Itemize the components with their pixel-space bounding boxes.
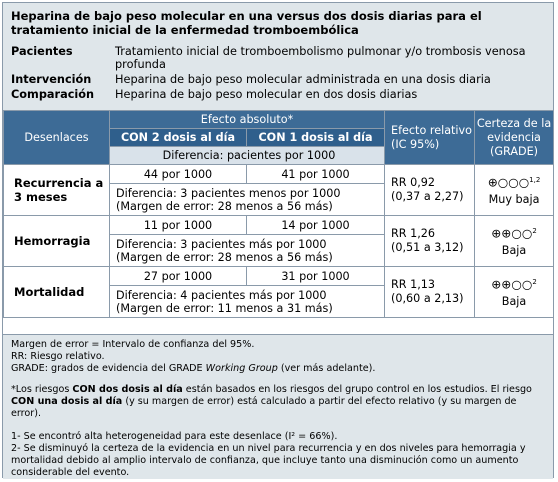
risk-two-doses: 27 por 1000	[110, 267, 247, 286]
table-row	[4, 267, 554, 286]
card-header	[3, 3, 553, 110]
certainty-cell	[475, 165, 554, 216]
table-row	[4, 216, 554, 235]
grade-label: Baja	[501, 294, 527, 308]
relative-effect	[385, 267, 475, 318]
grade-label: Baja	[501, 243, 527, 257]
outcome-name: Mortalidad	[4, 267, 110, 318]
pico-label-intervention: Intervención	[11, 73, 92, 86]
difference-text: Diferencia: 3 pacientes más por 1000	[116, 237, 327, 251]
confidence-interval: (0,51 a 3,12)	[391, 241, 464, 254]
relative-effect	[385, 165, 475, 216]
grade-symbols: ⊕⊕○○	[491, 277, 533, 292]
pico-label-patients: Pacientes	[11, 45, 73, 58]
footnotes-panel	[3, 334, 553, 479]
footnote-2: 2- Se disminuyó la certeza de la evidencia en un nivel para recurrencia y en dos niveles para hemorragia y mortalidad debido al amplio intervalo de confianza, que incluye tanto una disminución como un aumento considerable del evento.	[11, 443, 526, 479]
risk-one-dose: 41 por 1000	[247, 165, 385, 184]
note-rr: RR: Riesgo relativo.	[11, 351, 105, 362]
col-header-certainty: Certeza de la evidencia (GRADE)	[475, 111, 554, 165]
difference-cell	[110, 235, 385, 267]
col-header-outcomes: Desenlaces	[4, 111, 110, 165]
grade-footnote-ref: 1,2	[529, 176, 541, 185]
grade-symbols: ⊕○○○	[487, 175, 530, 190]
col-header-relative: Efecto relativo (IC 95%)	[385, 111, 475, 165]
note-grade: GRADE: grados de evidencia del GRADE Working Group (ver más adelante).	[11, 363, 376, 374]
risk-one-dose: 31 por 1000	[247, 267, 385, 286]
risk-two-doses: 11 por 1000	[110, 216, 247, 235]
grade-footnote-ref: 2	[532, 227, 537, 236]
difference-text: Diferencia: 3 pacientes menos por 1000	[116, 186, 341, 200]
grade-footnote-ref: 2	[532, 278, 537, 287]
summary-table	[3, 110, 554, 318]
risk-one-dose: 14 por 1000	[247, 216, 385, 235]
col-header-two-doses: CON 2 dosis al día	[110, 129, 247, 147]
pico-label-comparison: Comparación	[11, 88, 95, 101]
certainty-cell	[475, 267, 554, 318]
col-header-difference: Diferencia: pacientes por 1000	[110, 147, 385, 165]
confidence-interval: (0,60 a 2,13)	[391, 292, 464, 305]
col-header-absolute: Efecto absoluto*	[110, 111, 385, 129]
relative-effect	[385, 216, 475, 267]
margin-text: (Margen de error: 28 menos a 56 más)	[116, 199, 333, 213]
outcome-name: Recurrencia a 3 meses	[4, 165, 110, 216]
certainty-cell	[475, 216, 554, 267]
risk-two-doses: 44 por 1000	[110, 165, 247, 184]
note-risk: *Los riesgos CON dos dosis al día están basados en los riesgos del grupo control en los estudios. El riesgo CON una dosis al día (y su margen de error) está calculado a partir del efecto relativo (y su margen de error).	[11, 384, 532, 420]
table-row	[4, 165, 554, 184]
margin-text: (Margen de error: 28 menos a 56 más)	[116, 250, 333, 264]
difference-text: Diferencia: 4 pacientes más por 1000	[116, 288, 327, 302]
relative-risk: RR 0,92	[391, 176, 436, 189]
footnote-1: 1- Se encontró alta heterogeneidad para este desenlace (I² = 66%).	[11, 431, 338, 442]
col-header-one-dose: CON 1 dosis al día	[247, 129, 385, 147]
pico-value-intervention: Heparina de bajo peso molecular administrada en una dosis diaria	[115, 73, 491, 86]
grade-symbols: ⊕⊕○○	[491, 226, 533, 241]
pico-value-comparison: Heparina de bajo peso molecular en dos dosis diarias	[115, 88, 418, 101]
confidence-interval: (0,37 a 2,27)	[391, 190, 464, 203]
difference-cell	[110, 184, 385, 216]
outcome-name: Hemorragia	[4, 216, 110, 267]
relative-risk: RR 1,13	[391, 278, 436, 291]
difference-cell	[110, 286, 385, 318]
table-title: Heparina de bajo peso molecular en una versus dos dosis diarias para el tratamiento inicial de la enfermedad tromboembólica	[11, 9, 482, 37]
relative-risk: RR 1,26	[391, 227, 436, 240]
note-margin: Margen de error = Intervalo de confianza del 95%.	[11, 339, 255, 350]
grade-label: Muy baja	[488, 192, 540, 206]
pico-value-patients: Tratamiento inicial de tromboembolismo pulmonar y/o trombosis venosa profunda	[115, 45, 526, 71]
summary-of-findings-card	[2, 2, 554, 478]
margin-text: (Margen de error: 11 menos a 31 más)	[116, 301, 333, 315]
